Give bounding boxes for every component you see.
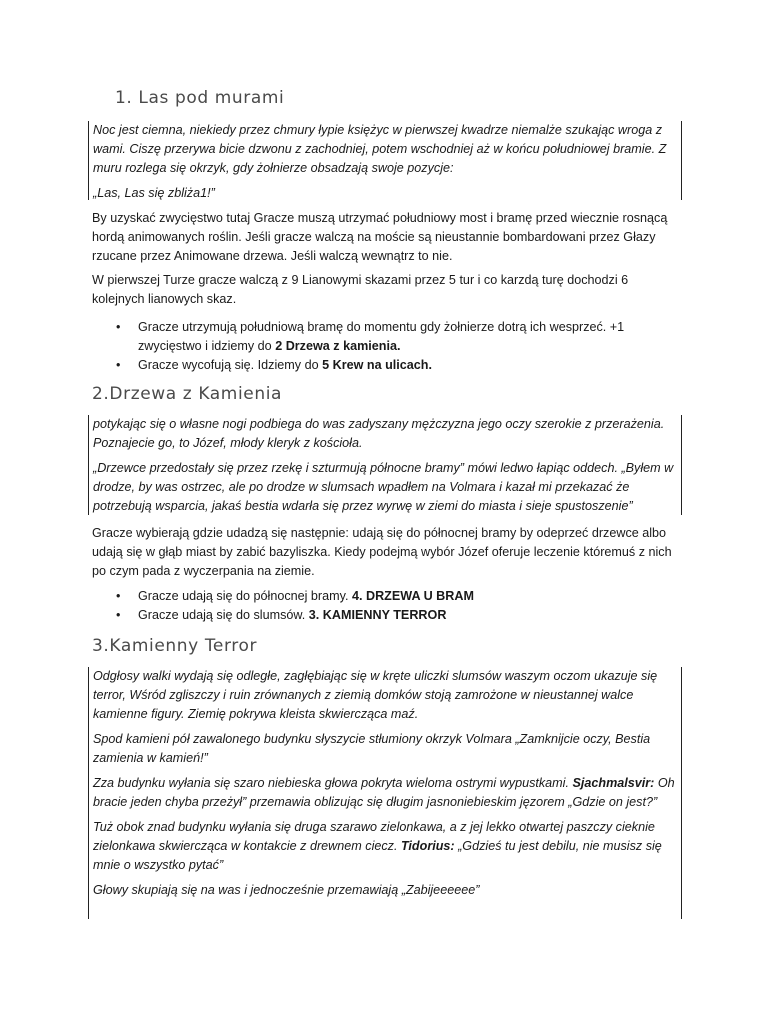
speaker-name: Tidorius: [400, 839, 455, 853]
list-item: • Gracze udają się do slumsów. 3. KAMIENNY TERROR [116, 608, 447, 622]
section2-narration-box [88, 415, 682, 515]
section3-paragraph-3: Zza budynku wyłania się szaro niebieska głowa pokryta wieloma ostrymi wypustkami. Sjachmalsvir: Oh bracie jeden chyba przeżył” przemawia oblizując się długim jasnoniebieskim jęzorem „Gdzie on jest?” [93, 776, 675, 809]
section1-paragraph-2: W pierwszej Turze gracze walczą z 9 Lianowymi skazami przez 5 tur i co karzdą turę dochodzi 6 kolejnych lianowych skaz. [92, 273, 629, 306]
link-section-5: 5 Krew na ulicach. [322, 358, 432, 372]
link-section-3: 3. KAMIENNY TERROR [308, 608, 447, 622]
section3-paragraph-4: Tuż obok znad budynku wyłania się druga szarawo zielonkawa, a z jej lekko otwartej paszczy cieknie zielonkawa skwiercząca w kontakcie z drewnem ciecz. Tidorius: „Gdzieś tu jest debilu, nie musisz się mnie o wszystko pytać” [93, 820, 662, 872]
section2-narration: potykając się o własne nogi podbiega do was zadyszany mężczyzna jego oczy szerokie z przerażenia. Poznajecie go, to Józef, młody kleryk z kościoła. [93, 417, 665, 450]
section3-title: 3.Kamienny Terror [92, 636, 258, 656]
section1-quote: „Las, Las się zbliża1!” [93, 186, 215, 200]
section1-narration-box [88, 121, 682, 200]
section3-paragraph-1: Odgłosy walki wydają się odległe, zagłębiając się w kręte uliczki slumsów waszym oczom ukazuje się terror, Wśród zgliszczy i ruin zrównanych z ziemią domków stoją zamrożone w nieustannej walce kamienne figury. Ziemię pokrywa kleista skwiercząca maź. [93, 669, 658, 721]
list-item: • Gracze udają się do północnej bramy. 4. DRZEWA U BRAM [116, 589, 474, 603]
section3-paragraph-5: Głowy skupiają się na was i jednocześnie przemawiają „Zabijeeeeee” [93, 883, 480, 897]
section2-title: 2.Drzewa z Kamienia [92, 384, 283, 404]
speaker-name: Sjachmalsvir: [572, 776, 655, 790]
list-item: • Gracze utrzymują południową bramę do momentu gdy żołnierze dotrą ich wesprzeć. +1 zwycięstwo i idziemy do 2 Drzewa z kamienia. [116, 320, 625, 353]
section2-bullet-list [92, 587, 652, 625]
section3-paragraph-2: Spod kamieni pół zawalonego budynku słyszycie stłumiony okrzyk Volmara „Zamknijcie oczy, Bestia zamienia w kamień!” [93, 732, 651, 765]
section1-title: 1. Las pod murami [115, 88, 285, 108]
link-section-4: 4. DRZEWA U BRAM [351, 589, 474, 603]
section1-narration: Noc jest ciemna, niekiedy przez chmury łypie księżyc w pierwszej kwadrze niemalże szukając wroga z wami. Ciszę przerywa bicie dzwonu z zachodniej, potem wschodniej aż w końcu południowej bramie. Z muru rozlega się okrzyk, gdy żołnierze obsadzają swoje pozycje: [93, 123, 667, 175]
section2-quote: „Drzewce przedostały się przez rzekę i szturmują północne bramy” mówi ledwo łapiąc oddech. „Byłem w drodze, by was ostrzec, ale po drodze w slumsach wpadłem na Volmara i kazał mi przekazać że potrzebują wsparcia, jakaś bestia wdarła się przez wyrwę w ziemi do miasta i sieje spustoszenie” [93, 461, 674, 513]
section2-paragraph-1: Gracze wybierają gdzie udadzą się następnie: udają się do północnej bramy by odeprzeć drzewce albo udają się w głąb miast by zabić bazyliszka. Kiedy podejmą wybór Józef oferuje leczenie któremuś z nich po czym pada z wyczerpania na ziemie. [92, 526, 672, 578]
list-item: • Gracze wycofują się. Idziemy do 5 Krew na ulicach. [116, 358, 432, 372]
section3-narration-box [88, 667, 682, 919]
section1-bullet-list [92, 318, 652, 375]
section1-paragraph-1: By uzyskać zwycięstwo tutaj Gracze muszą utrzymać południowy most i bramę przed wiecznie rosnącą hordą animowanych roślin. Jeśli gracze walczą na moście są nieustannie bombardowani przez Głazy rzucane przez Animowane drzewa. Jeśli walczą wewnątrz to nie. [92, 211, 668, 263]
link-section-2: 2 Drzewa z kamienia. [275, 339, 401, 353]
